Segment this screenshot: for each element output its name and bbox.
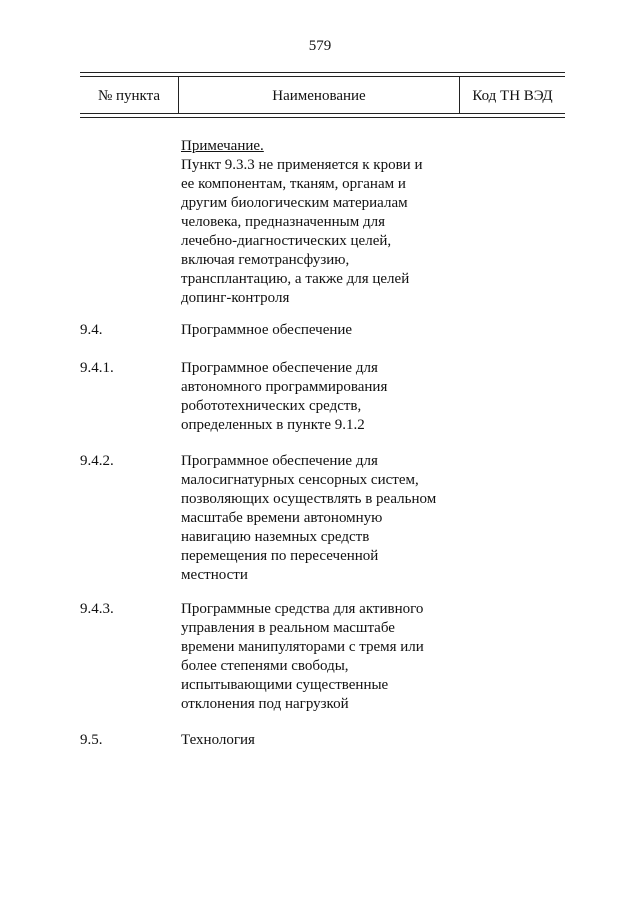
table-header-bottom-rule <box>80 113 565 114</box>
note-title: Примечание. <box>181 138 264 154</box>
page-number: 579 <box>308 38 332 54</box>
item-name: Программное обеспечение <box>181 322 353 338</box>
item-number: 9.4.3. <box>80 601 114 617</box>
note-text: Пункт 9.3.3 не применяется к крови и ее компонентам, тканям, органам и другим биологическим материалам человека, предназначенным для лечебно-диагностических целей, включая гемотрансфузию, трансплантацию, а также для целей допинг-контроля <box>181 157 423 306</box>
item-name: Программные средства для активного управления в реальном масштабе времени манипуляторами с тремя или более степенями свободы, испытывающими существенные отклонения под нагрузкой <box>181 601 424 712</box>
column-header-number: № пункта <box>97 88 161 104</box>
item-name: Программное обеспечение для малосигнатурных сенсорных систем, позволяющих осуществлять в реальном масштабе времени автономную навигацию наземных средств перемещения по пересеченной местности <box>181 453 437 583</box>
item-name: Программное обеспечение для автономного программирования робототехнических средств, определенных в пункте 9.1.2 <box>181 360 388 433</box>
column-header-code: Код ТН ВЭД <box>472 88 553 104</box>
item-number: 9.4.2. <box>80 453 114 469</box>
table-header-bottom-rule-inner <box>80 117 565 118</box>
table-header-top-rule <box>80 72 565 73</box>
item-name: Технология <box>181 732 255 748</box>
note-block <box>181 137 481 308</box>
column-header-name: Наименование <box>272 88 366 104</box>
item-number: 9.4.1. <box>80 360 114 376</box>
table-header-top-rule-inner <box>80 76 565 77</box>
item-number: 9.4. <box>80 322 103 338</box>
item-number: 9.5. <box>80 732 103 748</box>
